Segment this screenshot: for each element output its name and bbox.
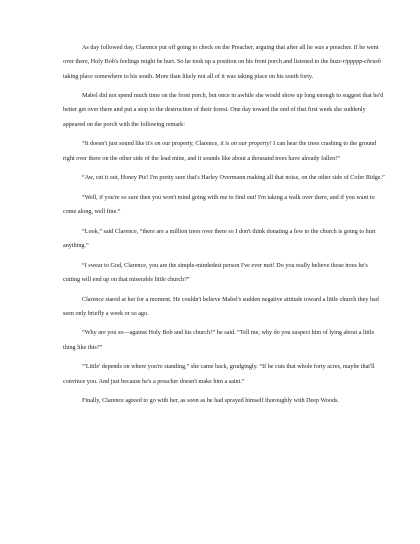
body-paragraph-p2 <box>63 89 386 132</box>
paragraph-text: “It doesn't just sound like it's on our property, Clarence, <box>82 141 221 148</box>
body-paragraph-p3 <box>63 137 386 166</box>
paragraph-text: Mabel did not spend much time on the front porch, but once in awhile she would show up long enough to suggest that he'd better get over there and put a stop to the destruction of their forest. One day toward the end of that first week she suddenly appeared on the porch with the following remark: <box>63 93 384 128</box>
body-paragraph-p4 <box>63 171 386 185</box>
paragraph-text: “Well, if you're so sure then you won't mind going with me to find out! I'm taking a walk over there, and if you want to come along, well fine.” <box>63 194 375 216</box>
paragraph-text: a preacher. If he went over there, Holy Bob's feelings might be hurt. So he took up a position on his front porch and listened to the <box>63 45 379 66</box>
body-paragraph-p7 <box>63 259 386 288</box>
paragraph-text: “Why are you so—against Holy Bob and his church?” he said. “Tell me, why do you suspect him of lying about a little thing like this?” <box>63 330 375 351</box>
paragraph-text: “Aw, cut it out, Honey Pie! I'm pretty sure that's Harley Overmann making all that noise, on the other side of Cofer Ridge.” <box>82 175 385 182</box>
paragraph-text: Finally, Clarence agreed to go with her, as soon as he had sprayed himself thoroughly with Deep Woods. <box>82 398 339 405</box>
body-paragraph-p11 <box>63 394 386 408</box>
paragraph-text: I can hear the trees crashing to the ground right over there on the other side of the lead mine, and it sounds like about a thousand trees have already fallen!” <box>63 141 377 162</box>
paragraph-text: As day followed day, Clarence put off going to check on the Preacher, arguing that after all he <box>82 45 315 51</box>
paragraph-text: “Look,” said Clarence, “there are a million trees over there so I don't think donating a few to the church is going to hurt anything.” <box>63 228 376 250</box>
italic-text: it is on our property! <box>220 141 272 148</box>
body-paragraph-p10 <box>63 360 386 389</box>
body-paragraph-p6 <box>63 225 386 254</box>
body-paragraph-p1 <box>63 41 386 84</box>
italic-text: was <box>314 45 324 51</box>
paragraph-text: “'Little' depends on where you're standing,” she came back, grudgingly. “If he cuts that whole forty acres, maybe that'll convince you. And just because he's a preacher doesn't make him a saint.” <box>63 364 375 385</box>
italic-text: buzz-rippppp-chrash <box>329 59 382 66</box>
paragraph-text: “I swear to God, Clarence, you are the simple-mindedest person I've ever met! Do you really believe those trees he's cutting will end up on that miserable little church?” <box>63 262 368 283</box>
body-paragraph-p9 <box>63 326 386 355</box>
paragraph-text: Clarence stared at her for a moment. He couldn't believe Mabel's sudden negative attitude toward a little church they had seen only briefly a week or so ago. <box>63 296 379 317</box>
body-paragraph-p5 <box>63 191 386 220</box>
paragraph-text: taking place somewhere to his south. More than likely not all of it was taking place on his south forty. <box>63 73 314 80</box>
body-paragraph-p8 <box>63 293 386 322</box>
